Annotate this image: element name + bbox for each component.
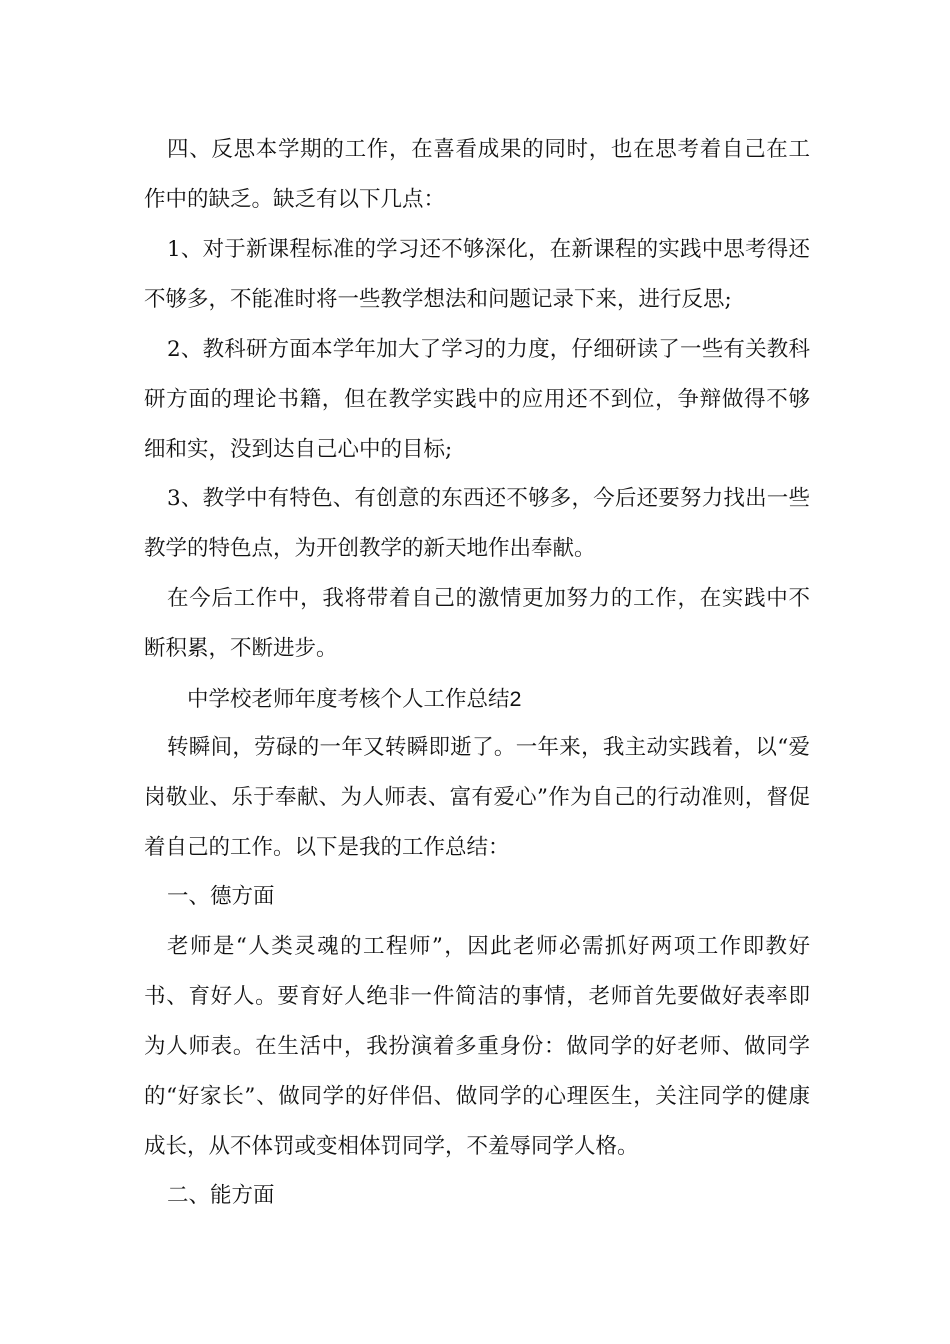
paragraph-point-1: 1、对于新课程标准的学习还不够深化，在新课程的实践中思考得还不够多，不能准时将一些教学想法和问题记录下来，进行反思; (144, 237, 810, 312)
paragraph-section-1-title: 一、德方面 (167, 884, 275, 909)
paragraph-reflection: 四、反思本学期的工作，在喜看成果的同时，也在思考着自己在工作中的缺乏。缺乏有以下几点： (144, 137, 810, 212)
paragraph-future: 在今后工作中，我将带着自己的激情更加努力的工作，在实践中不断积累，不断进步。 (144, 586, 810, 661)
paragraph-section-2-title: 二、能方面 (167, 1183, 275, 1208)
paragraph-point-3: 3、教学中有特色、有创意的东西还不够多，今后还要努力找出一些教学的特色点，为开创教学的新天地作出奉献。 (144, 486, 810, 561)
paragraph-point-2: 2、教科研方面本学年加大了学习的力度，仔细研读了一些有关教科研方面的理论书籍，但在教学实践中的应用还不到位，争辩做得不够细和实，没到达自己心中的目标; (144, 337, 810, 462)
section-heading-number: 2 (509, 687, 522, 711)
paragraph-morality: 老师是“人类灵魂的工程师”，因此老师必需抓好两项工作即教好书、育好人。要育好人绝非一件简洁的事情，老师首先要做好表率即为人师表。在生活中，我扮演着多重身份：做同学的好老师、做同学的“好家长”、做同学的好伴侣、做同学的心理医生，关注同学的健康成长，从不体罚或变相体罚同学，不羞辱同学人格。 (144, 934, 810, 1159)
paragraph-intro: 转瞬间，劳碌的一年又转瞬即逝了。一年来，我主动实践着，以“爱岗敬业、乐于奉献、为人师表、富有爱心”作为自己的行动准则，督促着自己的工作。以下是我的工作总结： (144, 735, 810, 860)
section-heading-text: 中学校老师年度考核个人工作总结 (187, 687, 510, 712)
section-heading (187, 674, 787, 725)
